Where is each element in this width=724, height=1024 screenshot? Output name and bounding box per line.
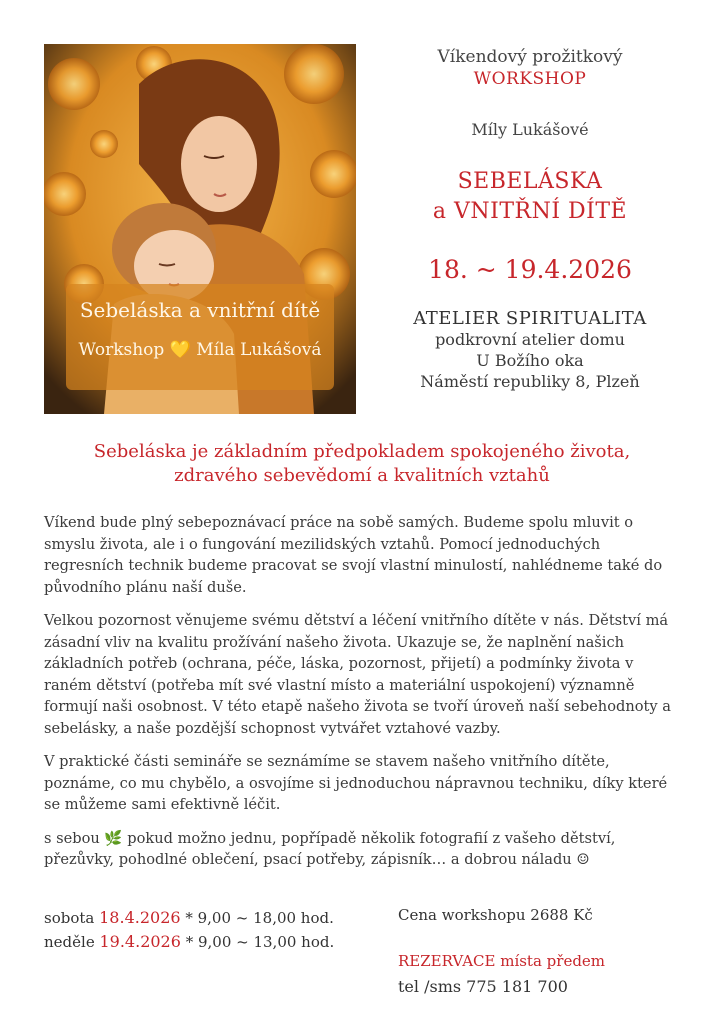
tagline: [30, 440, 694, 488]
tagline-line1: Sebeláska je základním předpokladem spokojeného života,: [93, 441, 631, 462]
poster-caption-title: Sebeláska a vnitřní dítě: [79, 298, 321, 322]
bring-prefix: s sebou: [44, 829, 100, 847]
poster-image: [44, 44, 356, 414]
tagline-line2: zdravého sebevědomí a kvalitních vztahů: [174, 465, 550, 486]
heart-icon: 💛: [169, 340, 191, 360]
reservation-phone: tel /sms 775 181 700: [398, 977, 568, 996]
description-paragraph-3: V praktické části semináře se seznámíme se stavem našeho vnitřního dítěte, poznáme, co mu chybělo, a osvojíme si jednoduchou nápravnou techniku, díky které se můžeme sami efektivně léčit.: [44, 753, 668, 813]
event-header: [380, 46, 680, 392]
event-venue: ATELIER SPIRITUALITA: [413, 308, 647, 329]
venue-address-line1: podkrovní atelier domu: [435, 330, 625, 349]
schedule-time: * 9,00 ~ 18,00 hod.: [180, 909, 334, 927]
event-subtitle: Víkendový prožitkový: [437, 47, 623, 67]
reservation: [398, 948, 605, 1000]
poster-caption-name: Míla Lukášová: [196, 340, 322, 360]
poster-caption: [66, 284, 334, 390]
event-title: [380, 167, 680, 227]
schedule-date: 18.4.2026: [99, 908, 181, 927]
poster-caption-subtitle: [66, 340, 334, 360]
schedule-row: [44, 930, 334, 954]
event-title-line2: a VNITŘNÍ DÍTĚ: [432, 199, 628, 224]
poster-caption-workshop: Workshop: [78, 340, 165, 360]
price: Cena workshopu 2688 Kč: [398, 906, 593, 924]
schedule-day: neděle: [44, 933, 95, 951]
bring-list: [44, 828, 684, 871]
reservation-label: REZERVACE místa předem: [398, 952, 606, 970]
event-type: WORKSHOP: [473, 69, 587, 89]
description-paragraph-1: Víkend bude plný sebepoznávací práce na sobě samých. Budeme spolu mluvit o smyslu života, ale i o fungování mezilidských vztahů. Pomocí jednoduchých regresních technik budeme pracovat se svojí vlastní minulostí, nahlédneme také do původního plánu naší duše.: [44, 514, 663, 596]
schedule-time: * 9,00 ~ 13,00 hod.: [180, 933, 335, 951]
description: [44, 512, 684, 883]
venue-address-line3: Náměstí republiky 8, Plzeň: [420, 372, 640, 391]
schedule: [44, 906, 334, 954]
schedule-day: sobota: [44, 909, 95, 927]
venue-address-line2: U Božího oka: [476, 351, 584, 370]
event-date: 18. ~ 19.4.2026: [428, 255, 632, 284]
description-paragraph-2: Velkou pozornost věnujeme svému dětství a léčení vnitřního dítěte v nás. Dětství má zásadní vliv na kvalitu prožívání našeho života. Ukazuje se, že naplnění našich základních potřeb (ochrana, péče, láska, pozornost, přijetí) a podmínky života v raném dětství (potřeba mít své vlastní místo a materiální uspokojení) významně formují naši osobnost. V této etapě našeho života se tvoří úroveň naší sebehodnoty a sebelásky, a naše pozdější schopnost vytvářet vztahové vazby.: [44, 612, 671, 737]
leaf-icon: 🌿: [104, 829, 123, 847]
schedule-date: 19.4.2026: [99, 932, 181, 951]
bring-text: pokud možno jednu, popřípadě několik fotografií z vašeho dětství, přezůvky, pohodlné oblečení, psací potřeby, zápisník… a dobrou náladu ☺: [44, 829, 616, 868]
schedule-row: [44, 906, 334, 930]
event-title-line1: SEBELÁSKA: [457, 169, 603, 194]
event-author: Míly Lukášové: [471, 120, 589, 139]
